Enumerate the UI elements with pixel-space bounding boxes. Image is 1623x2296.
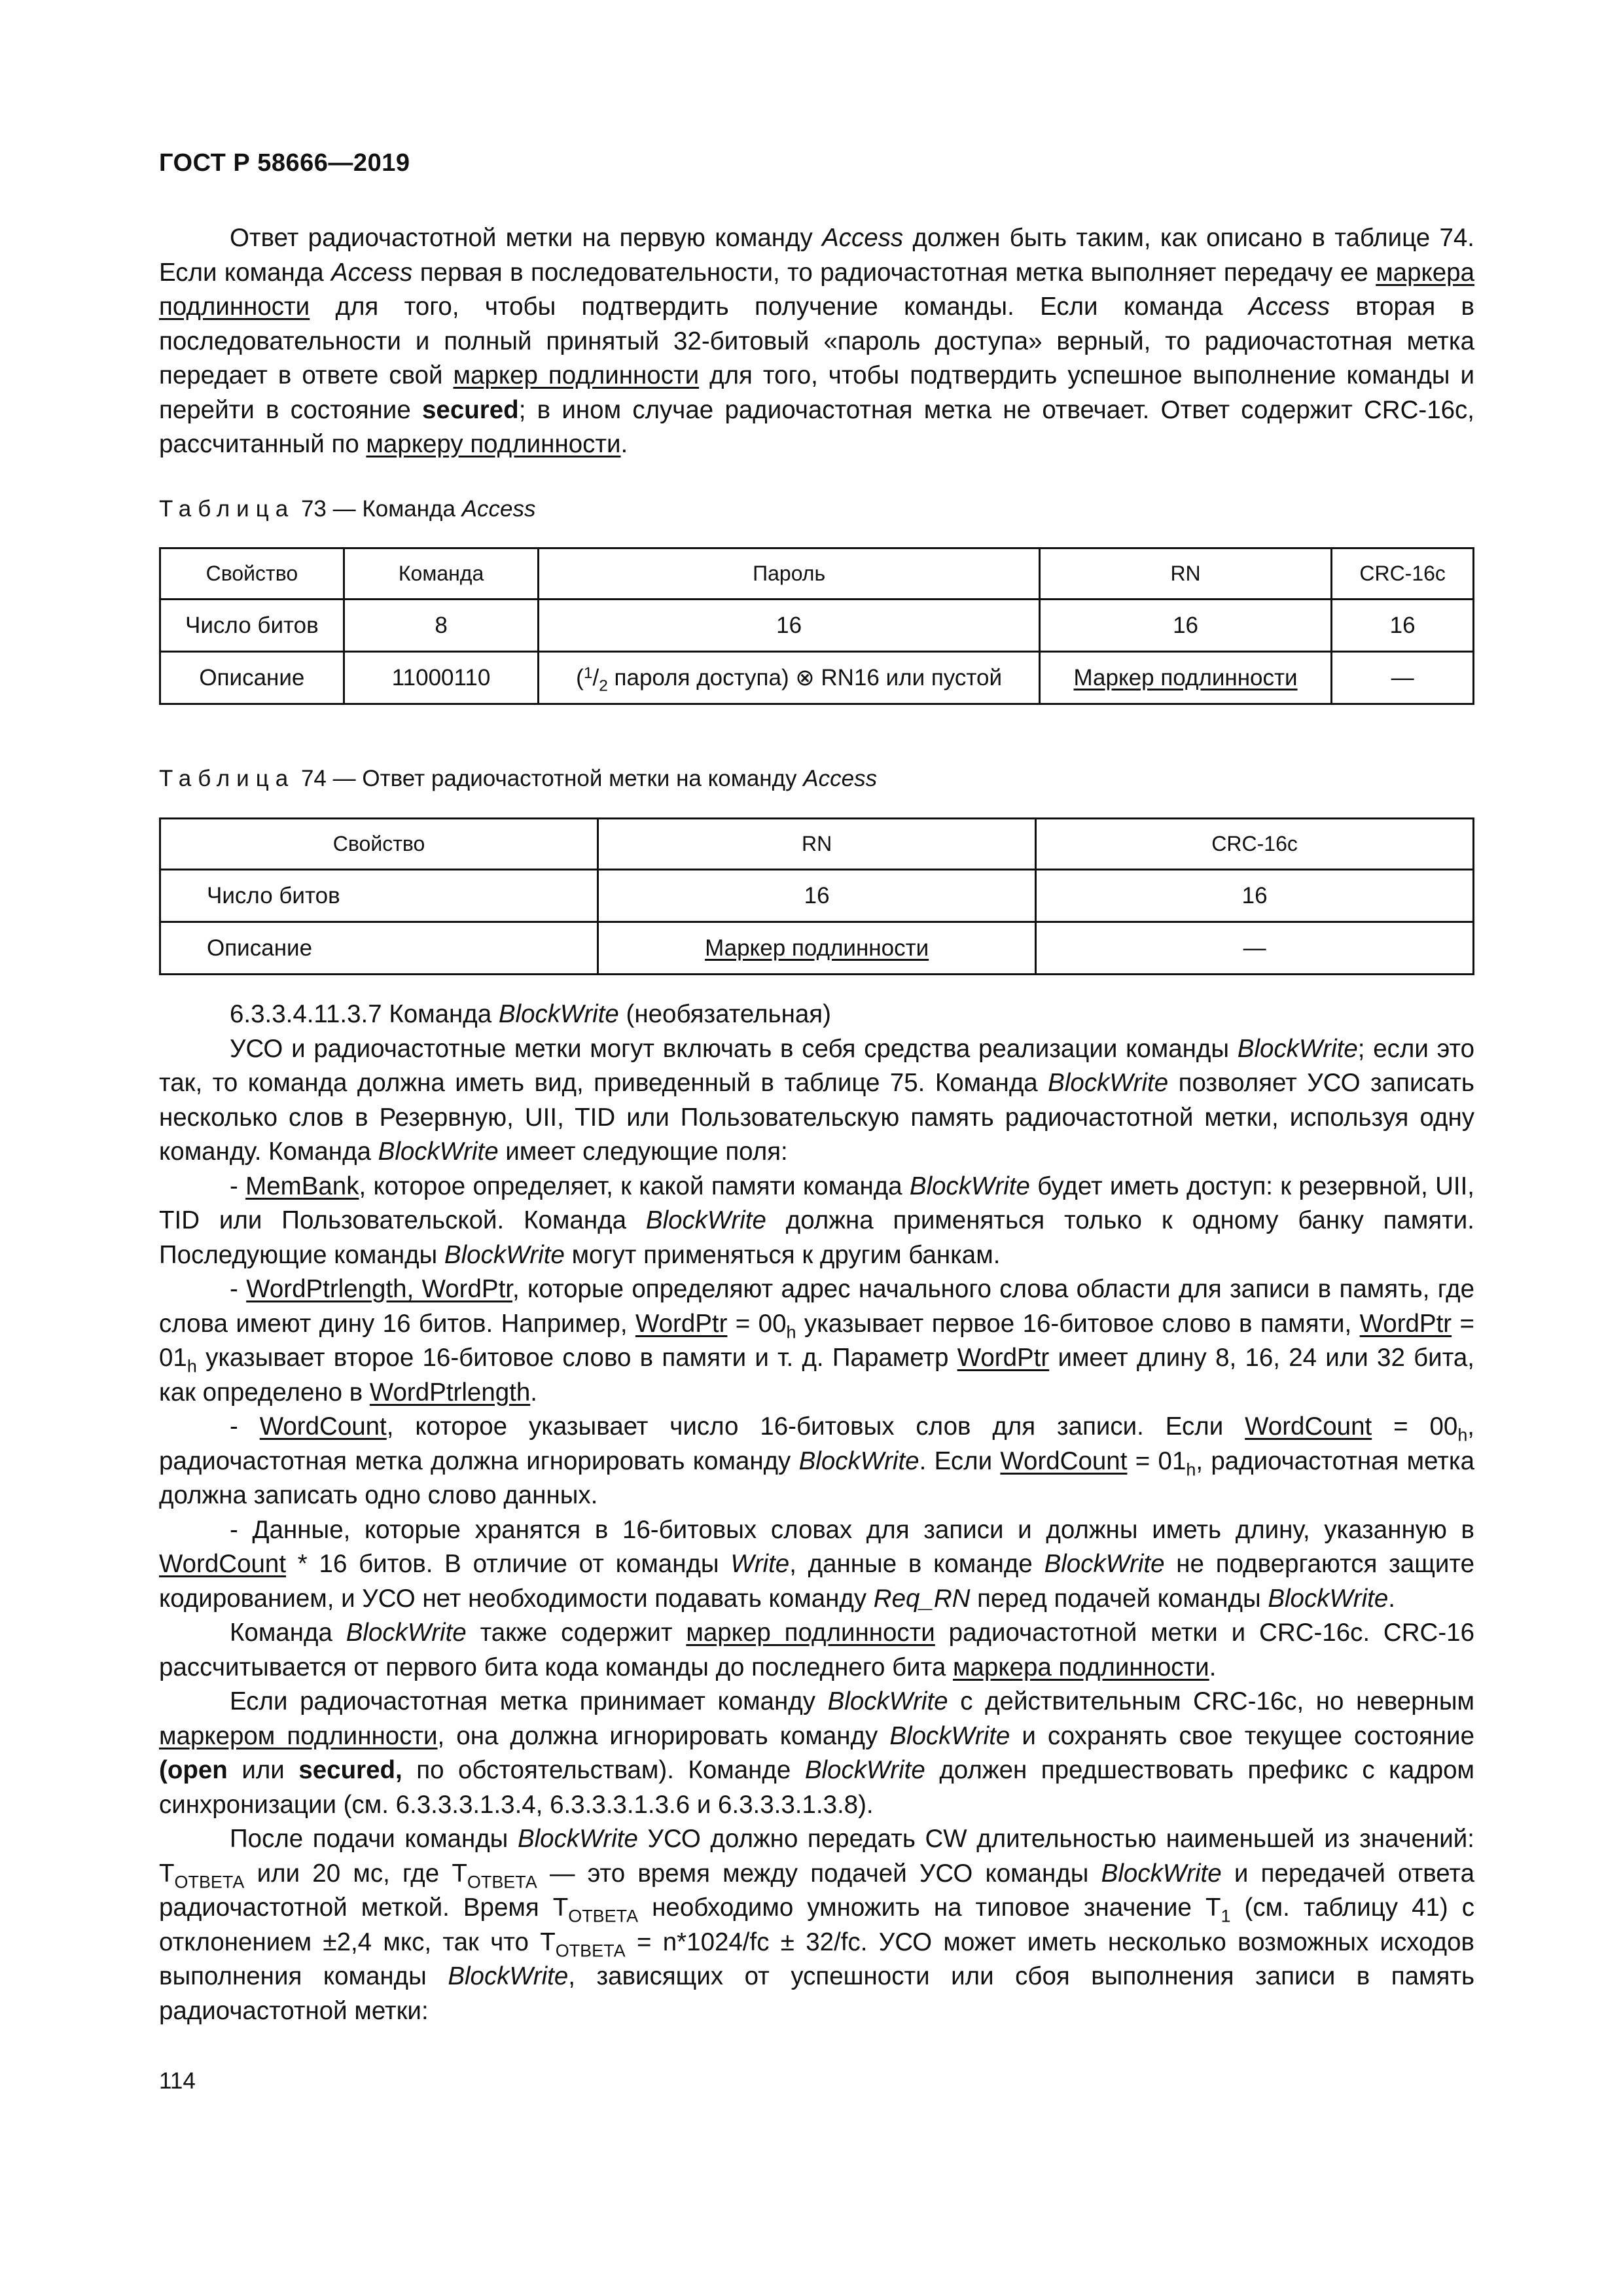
table-row: Описание 11000110 ($^1/_2$ пароля доступа) ⊗ RN16 или пустой Маркер подлинности — xyxy=(160,652,1474,704)
table73 xyxy=(159,547,1474,705)
intro-paragraph: Ответ радиочастотной метки на первую команду Access должен быть таким, как описано в таблице 74. Если команда Access первая в последовательности, то радиочастотная метка выполняет передачу ее маркера подлинности для того, чтобы подтвердить получение команды. Если команда Access вторая в последовательности и полный принятый 32-битовый «пароль доступа» верный, то радиочастотная метка передает в ответе свой маркер подлинности для того, чтобы подтвердить успешное выполнение команды и перейти в состояние secured; в ином случае радиочастотная метка не отвечает. Ответ содержит CRC-16c, рассчитанный по маркеру подлинности. xyxy=(159,224,1475,458)
table-row: Число битов 16 16 xyxy=(160,870,1474,922)
section-body: 6.3.3.4.11.3.7 Команда BlockWrite (необязательная) УСО и радиочастотные метки могут включать в себя средства реализации команды BlockWrite; если это так, то команда должна иметь вид, приведенный в таблице 75. Команда BlockWrite позволяет УСО записать несколько слов в Резервную, UII, TID или Пользовательскую память радиочастотной метки, используя одну команду. Команда BlockWrite имеет следующие поля: - MemBank, которое определяет, к какой памяти команда BlockWrite будет иметь доступ: к резервной, UII, TID или Пользовательской. Команда BlockWrite должна применяться только к одному банку памяти. Последующие команды BlockWrite могут применяться к другим банкам. - WordPtrlength, WordPtr, которые определяют адрес начального слова области для записи в память, где слова имеют дину 16 битов. Например, WordPtr = $00_h$ указывает первое 16-битовое слово в памяти, WordPtr = $01_h$ указывает второе 16-битовое слово в памяти и т. д. Параметр WordPtr имеет длину 8, 16, 24 или 32 бита, как определено в WordPtrlength. - WordCount, которое указывает число 16-битовых слов для записи. Если WordCount = $00_h$, радиочастотная метка должна игнорировать команду BlockWrite. Если WordCount = $01_h$, радиочастотная метка должна записать одно слово данных. - Данные, которые хранятся в 16-битовых словах для записи и должны иметь длину, указанную в WordCount * 16 битов. В отличие от команды Write, данные в команде BlockWrite не подвергаются защите кодированием, и УСО нет необходимости подавать команду Req_RN перед подачей команды BlockWrite. Команда BlockWrite также содержит маркер подлинности радиочастотной метки и CRC-16c. CRC-16 рассчитывается от первого бита кода команды до последнего бита маркера подлинности. Если радиочастотная метка принимает команду BlockWrite с действительным CRC-16c, но неверным маркером подлинности, она должна игнорировать команду BlockWrite и сохранять свое текущее состояние (open или secured, по обстоятельствам). Команде BlockWrite должен предшествовать префикс с кадром синхронизации (см. 6.3.3.3.1.3.4, 6.3.3.3.1.3.6 и 6.3.3.3.1.3.8). После подачи команды BlockWrite УСО должно передать CW длительностью наименьшей из значений: $T_{ОТВЕТА}$ или 20 мс, где $T_{ОТВЕТА}$ — это время между подачей УСО команды BlockWrite и передачей ответа радиочастотной меткой. Время $T_{ОТВЕТА}$ необходимо умножить на типовое значение $T_1$ (см. таблицу 41) с отклонением ±2,4 мкс, так что $T_{ОТВЕТА} = n*1024/fc \pm 32/fc$. УСО может иметь несколько возможных исходов выполнения команды BlockWrite, зависящих от успешности или сбоя выполнения записи в память радиочастотной метки: xyxy=(159,997,1474,2028)
table-row: Описание Маркер подлинности — xyxy=(160,922,1474,975)
table-header-row: Свойство RN CRC-16c xyxy=(160,819,1474,870)
table74 xyxy=(159,817,1474,975)
auth-marker-link: маркера подлинности xyxy=(159,258,1474,321)
section-heading: 6.3.3.4.11.3.7 Команда BlockWrite (необязательная) xyxy=(230,1000,831,1028)
table-row: Число битов 8 16 16 16 xyxy=(160,600,1474,652)
list-item: - MemBank, которое определяет, к какой памяти команда BlockWrite будет иметь доступ: к резервной, UII, TID или Пользовательской. Команда BlockWrite должна применяться только к одному банку памяти. Последующие команды BlockWrite могут применяться к другим банкам. xyxy=(159,1172,1474,1269)
list-item: - Данные, которые хранятся в 16-битовых словах для записи и должны иметь длину, указанную в WordCount * 16 битов. В отличие от команды Write, данные в команде BlockWrite не подвергаются защите кодированием, и УСО нет необходимости подавать команду Req_RN перед подачей команды BlockWrite. xyxy=(159,1515,1474,1613)
page-number: 114 xyxy=(159,2068,196,2094)
table73-caption: Таблица 73 — Команда Access xyxy=(159,496,536,522)
table-header-row: Свойство Команда Пароль RN CRC-16c xyxy=(160,548,1474,600)
standard-header: ГОСТ Р 58666—2019 xyxy=(159,149,410,177)
list-item: - WordCount, которое указывает число 16-битовых слов для записи. Если WordCount = $00_h$, радиочастотная метка должна игнорировать команду BlockWrite. Если WordCount = $01_h$, радиочастотная метка должна записать одно слово данных. xyxy=(159,1412,1475,1509)
table74-caption: Таблица 74 — Ответ радиочастотной метки на команду Access xyxy=(159,766,878,791)
list-item: - WordPtrlength, WordPtr, которые определяют адрес начального слова области для записи в память, где слова имеют дину 16 битов. Например, WordPtr = $00_h$ указывает первое 16-битовое слово в памяти, WordPtr = $01_h$ указывает второе 16-битовое слово в памяти и т. д. Параметр WordPtr имеет длину 8, 16, 24 или 32 бита, как определено в WordPtrlength. xyxy=(159,1275,1474,1407)
